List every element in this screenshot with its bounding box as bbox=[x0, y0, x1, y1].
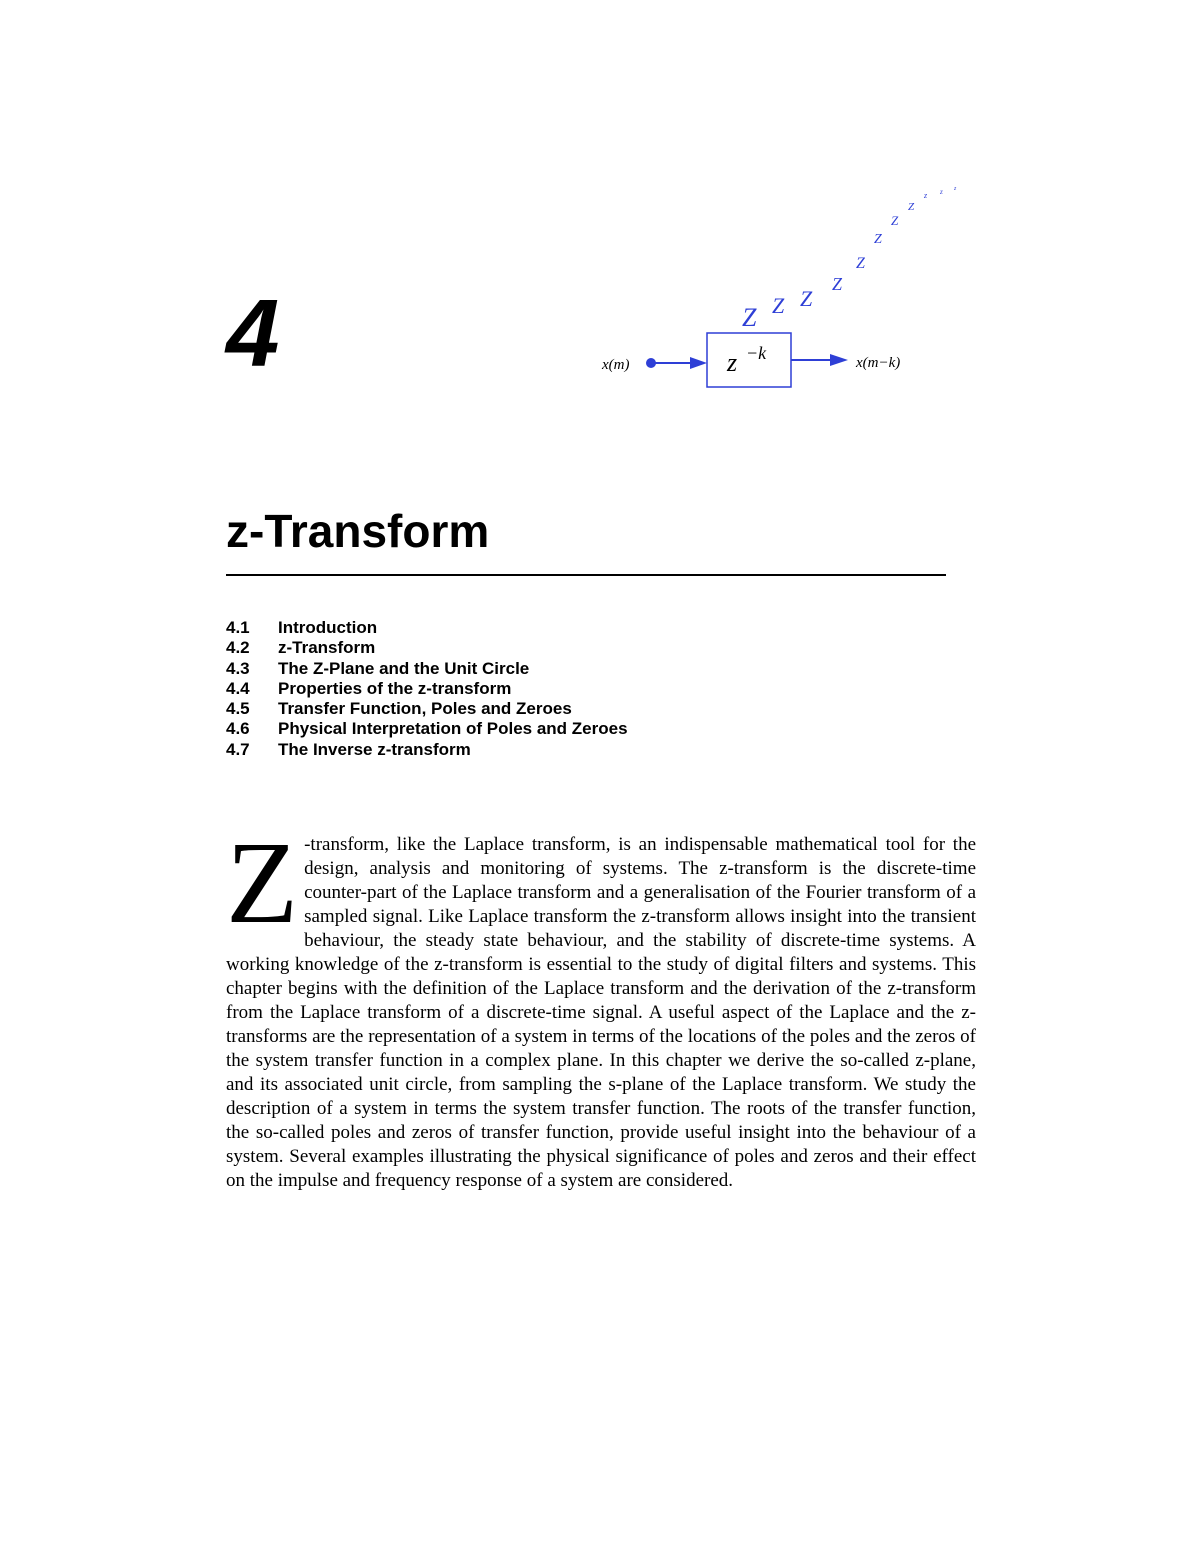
z-trail-letter: Z bbox=[742, 303, 757, 332]
z-trail-letter: Z bbox=[800, 286, 813, 311]
title-divider bbox=[226, 574, 946, 576]
z-trail bbox=[742, 186, 957, 332]
chapter-title: z-Transform bbox=[226, 505, 490, 557]
toc-item bbox=[226, 638, 628, 658]
delay-block-diagram bbox=[590, 170, 990, 410]
toc-number: 4.2 bbox=[226, 638, 250, 658]
toc-number: 4.7 bbox=[226, 739, 250, 759]
toc-number: 4.1 bbox=[226, 618, 250, 637]
delay-block-label: z bbox=[727, 348, 738, 377]
toc-item bbox=[226, 699, 628, 719]
toc-number: 4.5 bbox=[226, 699, 250, 719]
toc-title: Properties of the z-transform bbox=[278, 678, 512, 698]
toc-title: Transfer Function, Poles and Zeroes bbox=[278, 699, 572, 719]
toc-item bbox=[226, 679, 628, 699]
delay-block-figure bbox=[590, 170, 990, 410]
z-trail-letter: Z bbox=[856, 255, 865, 272]
z-trail-letter: Z bbox=[772, 293, 785, 318]
z-trail-letter: Z bbox=[874, 232, 882, 247]
toc-number: 4.4 bbox=[226, 678, 250, 698]
toc-number: 4.6 bbox=[226, 719, 250, 739]
z-trail-letter: z bbox=[954, 186, 957, 192]
output-arrowhead bbox=[830, 354, 848, 366]
input-label: x(m) bbox=[602, 357, 630, 373]
output-label: x(m−k) bbox=[856, 355, 901, 371]
toc-item bbox=[226, 719, 628, 739]
intro-text: -transform, like the Laplace transform, is an indispensable mathematical tool for the design, analysis and monitoring of systems. The z-transform is the discrete-time counter-part of the Laplace transform and a generalisation of the Fourier transform of a sampled signal. Like Laplace transform the z-transform allows insight into the transient behaviour, the steady state behaviour, and the stability of discrete-time systems. A working knowledge of the z-transform is essential to the study of digital filters and systems. This chapter begins with the definition of the Laplace transform and the derivation of the z-transform from the Laplace transform of a discrete-time signal. A useful aspect of the Laplace and the z-transforms are the representation of a system in terms of the locations of the poles and the zeros of the system transfer function in a complex plane. In this chapter we derive the so-called z-plane, and its associated unit circle, from sampling the s-plane of the Laplace transform. We study the description of a system in terms the system transfer function. The roots of the transfer function, the so-called poles and zeros of transfer function, provide useful insight into the behaviour of a system. Several examples illustrating the physical significance of poles and zeros and their effect on the impulse and frequency response of a system are considered. bbox=[226, 834, 976, 1191]
toc-title: Introduction bbox=[278, 618, 378, 637]
toc-title: The Inverse z-transform bbox=[278, 739, 471, 759]
delay-block-exponent: −k bbox=[746, 343, 767, 363]
toc-title: Physical Interpretation of Poles and Zeroes bbox=[278, 719, 628, 739]
z-trail-letter: Z bbox=[908, 201, 915, 213]
z-trail-letter: z bbox=[940, 188, 943, 196]
toc-item bbox=[226, 659, 628, 679]
toc-number: 4.3 bbox=[226, 658, 250, 678]
z-trail-letter: Z bbox=[891, 213, 899, 228]
drop-cap: Z bbox=[226, 817, 299, 948]
toc-item bbox=[226, 740, 628, 760]
toc-item bbox=[226, 618, 628, 638]
intro-paragraph bbox=[226, 817, 976, 1193]
z-trail-letter: Z bbox=[832, 274, 843, 294]
table-of-contents bbox=[226, 618, 628, 760]
chapter-number: 4 bbox=[226, 280, 280, 387]
input-arrowhead bbox=[690, 357, 707, 369]
toc-title: z-Transform bbox=[278, 638, 376, 658]
z-trail-letter: z bbox=[924, 191, 928, 200]
toc-title: The Z-Plane and the Unit Circle bbox=[278, 658, 530, 678]
